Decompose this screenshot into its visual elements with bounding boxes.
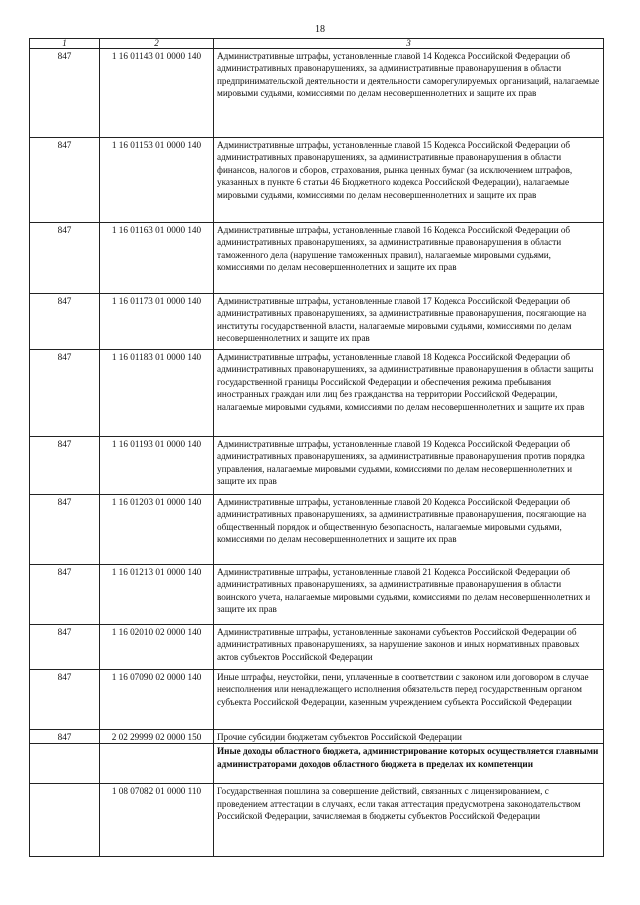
revenue-code-cell: 1 16 01183 01 0000 140 bbox=[100, 350, 214, 437]
description-cell: Государственная пошлина за совершение действий, связанных с лицензированием, с проведением аттестации в случаях, если такая аттестация предусмотрена законодательством Российской Федерации, зачисляемая в бюджеты субъектов Российской Федерации bbox=[214, 784, 604, 857]
admin-code-cell: 847 bbox=[30, 49, 100, 138]
description-cell: Иные штрафы, неустойки, пени, уплаченные в соответствии с законом или договором в случае неисполнения или ненадлежащего исполнения обязательств перед государственным органом субъекта Российской Федерации, казенным учреждением субъекта Российской Федерации bbox=[214, 670, 604, 730]
table-row bbox=[30, 784, 604, 857]
revenue-code-cell bbox=[100, 744, 214, 784]
table-body bbox=[30, 49, 604, 857]
table-row bbox=[30, 350, 604, 437]
table-row bbox=[30, 223, 604, 294]
page-number: 18 bbox=[315, 24, 325, 35]
admin-code-cell: 847 bbox=[30, 565, 100, 625]
admin-code-cell: 847 bbox=[30, 138, 100, 223]
revenue-code-cell: 2 02 29999 02 0000 150 bbox=[100, 730, 214, 744]
revenue-code-cell: 1 16 01203 01 0000 140 bbox=[100, 495, 214, 565]
header-col-1: 1 bbox=[30, 39, 100, 49]
admin-code-cell: 847 bbox=[30, 495, 100, 565]
revenue-code-cell: 1 08 07082 01 0000 110 bbox=[100, 784, 214, 857]
revenue-code-cell: 1 16 01163 01 0000 140 bbox=[100, 223, 214, 294]
revenue-code-cell: 1 16 02010 02 0000 140 bbox=[100, 625, 214, 670]
table-row bbox=[30, 730, 604, 744]
table-row bbox=[30, 138, 604, 223]
revenue-code-cell: 1 16 01193 01 0000 140 bbox=[100, 437, 214, 495]
admin-code-cell: 847 bbox=[30, 670, 100, 730]
table-row bbox=[30, 49, 604, 138]
revenue-code-cell: 1 16 01153 01 0000 140 bbox=[100, 138, 214, 223]
table-row bbox=[30, 625, 604, 670]
admin-code-cell: 847 bbox=[30, 437, 100, 495]
table-row bbox=[30, 744, 604, 784]
header-col-2: 2 bbox=[100, 39, 214, 49]
revenue-code-cell: 1 16 01143 01 0000 140 bbox=[100, 49, 214, 138]
description-cell: Административные штрафы, установленные главой 15 Кодекса Российской Федерации об административных правонарушениях, за административные правонарушения в области финансов, налогов и сборов, страхования, рынка ценных бумаг (за исключением штрафов, указанных в пункте 6 статьи 46 Бюджетного кодекса Российской Федерации), налагаемые мировыми судьями, комиссиями по делам несовершеннолетних и защите их прав bbox=[214, 138, 604, 223]
table-row bbox=[30, 670, 604, 730]
header-col-3: 3 bbox=[214, 39, 604, 49]
description-cell: Административные штрафы, установленные главой 17 Кодекса Российской Федерации об административных правонарушениях, за административные правонарушения, посягающие на институты государственной власти, налагаемые мировыми судьями, комиссиями по делам несовершеннолетних и защите их прав bbox=[214, 294, 604, 350]
revenue-code-cell: 1 16 01213 01 0000 140 bbox=[100, 565, 214, 625]
table-row bbox=[30, 495, 604, 565]
admin-code-cell: 847 bbox=[30, 223, 100, 294]
description-cell: Административные штрафы, установленные главой 18 Кодекса Российской Федерации об административных правонарушениях, за административные правонарушения в области защиты государственной границы Российской Федерации и обеспечения режима пребывания иностранных граждан или лиц без гражданства на территории Российской Федерации, налагаемые мировыми судьями, комиссиями по делам несовершеннолетних и защите их прав bbox=[214, 350, 604, 437]
admin-code-cell: 847 bbox=[30, 730, 100, 744]
revenue-codes-table bbox=[29, 38, 604, 857]
description-cell: Административные штрафы, установленные главой 16 Кодекса Российской Федерации об административных правонарушениях, за административные правонарушения в области таможенного дела (нарушение таможенных правил), налагаемые мировыми судьями, комиссиями по делам несовершеннолетних и защите их прав bbox=[214, 223, 604, 294]
table-row bbox=[30, 565, 604, 625]
revenue-code-cell: 1 16 01173 01 0000 140 bbox=[100, 294, 214, 350]
admin-code-cell: 847 bbox=[30, 294, 100, 350]
revenue-code-cell: 1 16 07090 02 0000 140 bbox=[100, 670, 214, 730]
admin-code-cell bbox=[30, 744, 100, 784]
table-row bbox=[30, 437, 604, 495]
admin-code-cell: 847 bbox=[30, 350, 100, 437]
description-cell: Административные штрафы, установленные законами субъектов Российской Федерации об административных правонарушениях, за нарушение законов и иных нормативных правовых актов субъектов Российской Федерации bbox=[214, 625, 604, 670]
description-cell: Административные штрафы, установленные главой 14 Кодекса Российской Федерации об административных правонарушениях, за административные правонарушения в области предпринимательской деятельности и деятельности саморегулируемых организаций, налагаемые мировыми судьями, комиссиями по делам несовершеннолетних и защите их прав bbox=[214, 49, 604, 138]
admin-code-cell bbox=[30, 784, 100, 857]
description-cell: Административные штрафы, установленные главой 21 Кодекса Российской Федерации об административных правонарушениях, за административные правонарушения в области воинского учета, налагаемые мировыми судьями, комиссиями по делам несовершеннолетних и защите их прав bbox=[214, 565, 604, 625]
description-cell: Административные штрафы, установленные главой 20 Кодекса Российской Федерации об административных правонарушениях, за административные правонарушения, посягающие на общественный порядок и общественную безопасность, налагаемые мировыми судьями, комиссиями по делам несовершеннолетних и защите их прав bbox=[214, 495, 604, 565]
table-row bbox=[30, 294, 604, 350]
description-cell: Административные штрафы, установленные главой 19 Кодекса Российской Федерации об административных правонарушениях, за административные правонарушения против порядка управления, налагаемые мировыми судьями, комиссиями по делам несовершеннолетних и защите их прав bbox=[214, 437, 604, 495]
description-cell: Иные доходы областного бюджета, администрирование которых осуществляется главными администраторами доходов областного бюджета в пределах их компетенции bbox=[214, 744, 604, 784]
description-cell: Прочие субсидии бюджетам субъектов Российской Федерации bbox=[214, 730, 604, 744]
table-header-row bbox=[30, 39, 604, 49]
admin-code-cell: 847 bbox=[30, 625, 100, 670]
